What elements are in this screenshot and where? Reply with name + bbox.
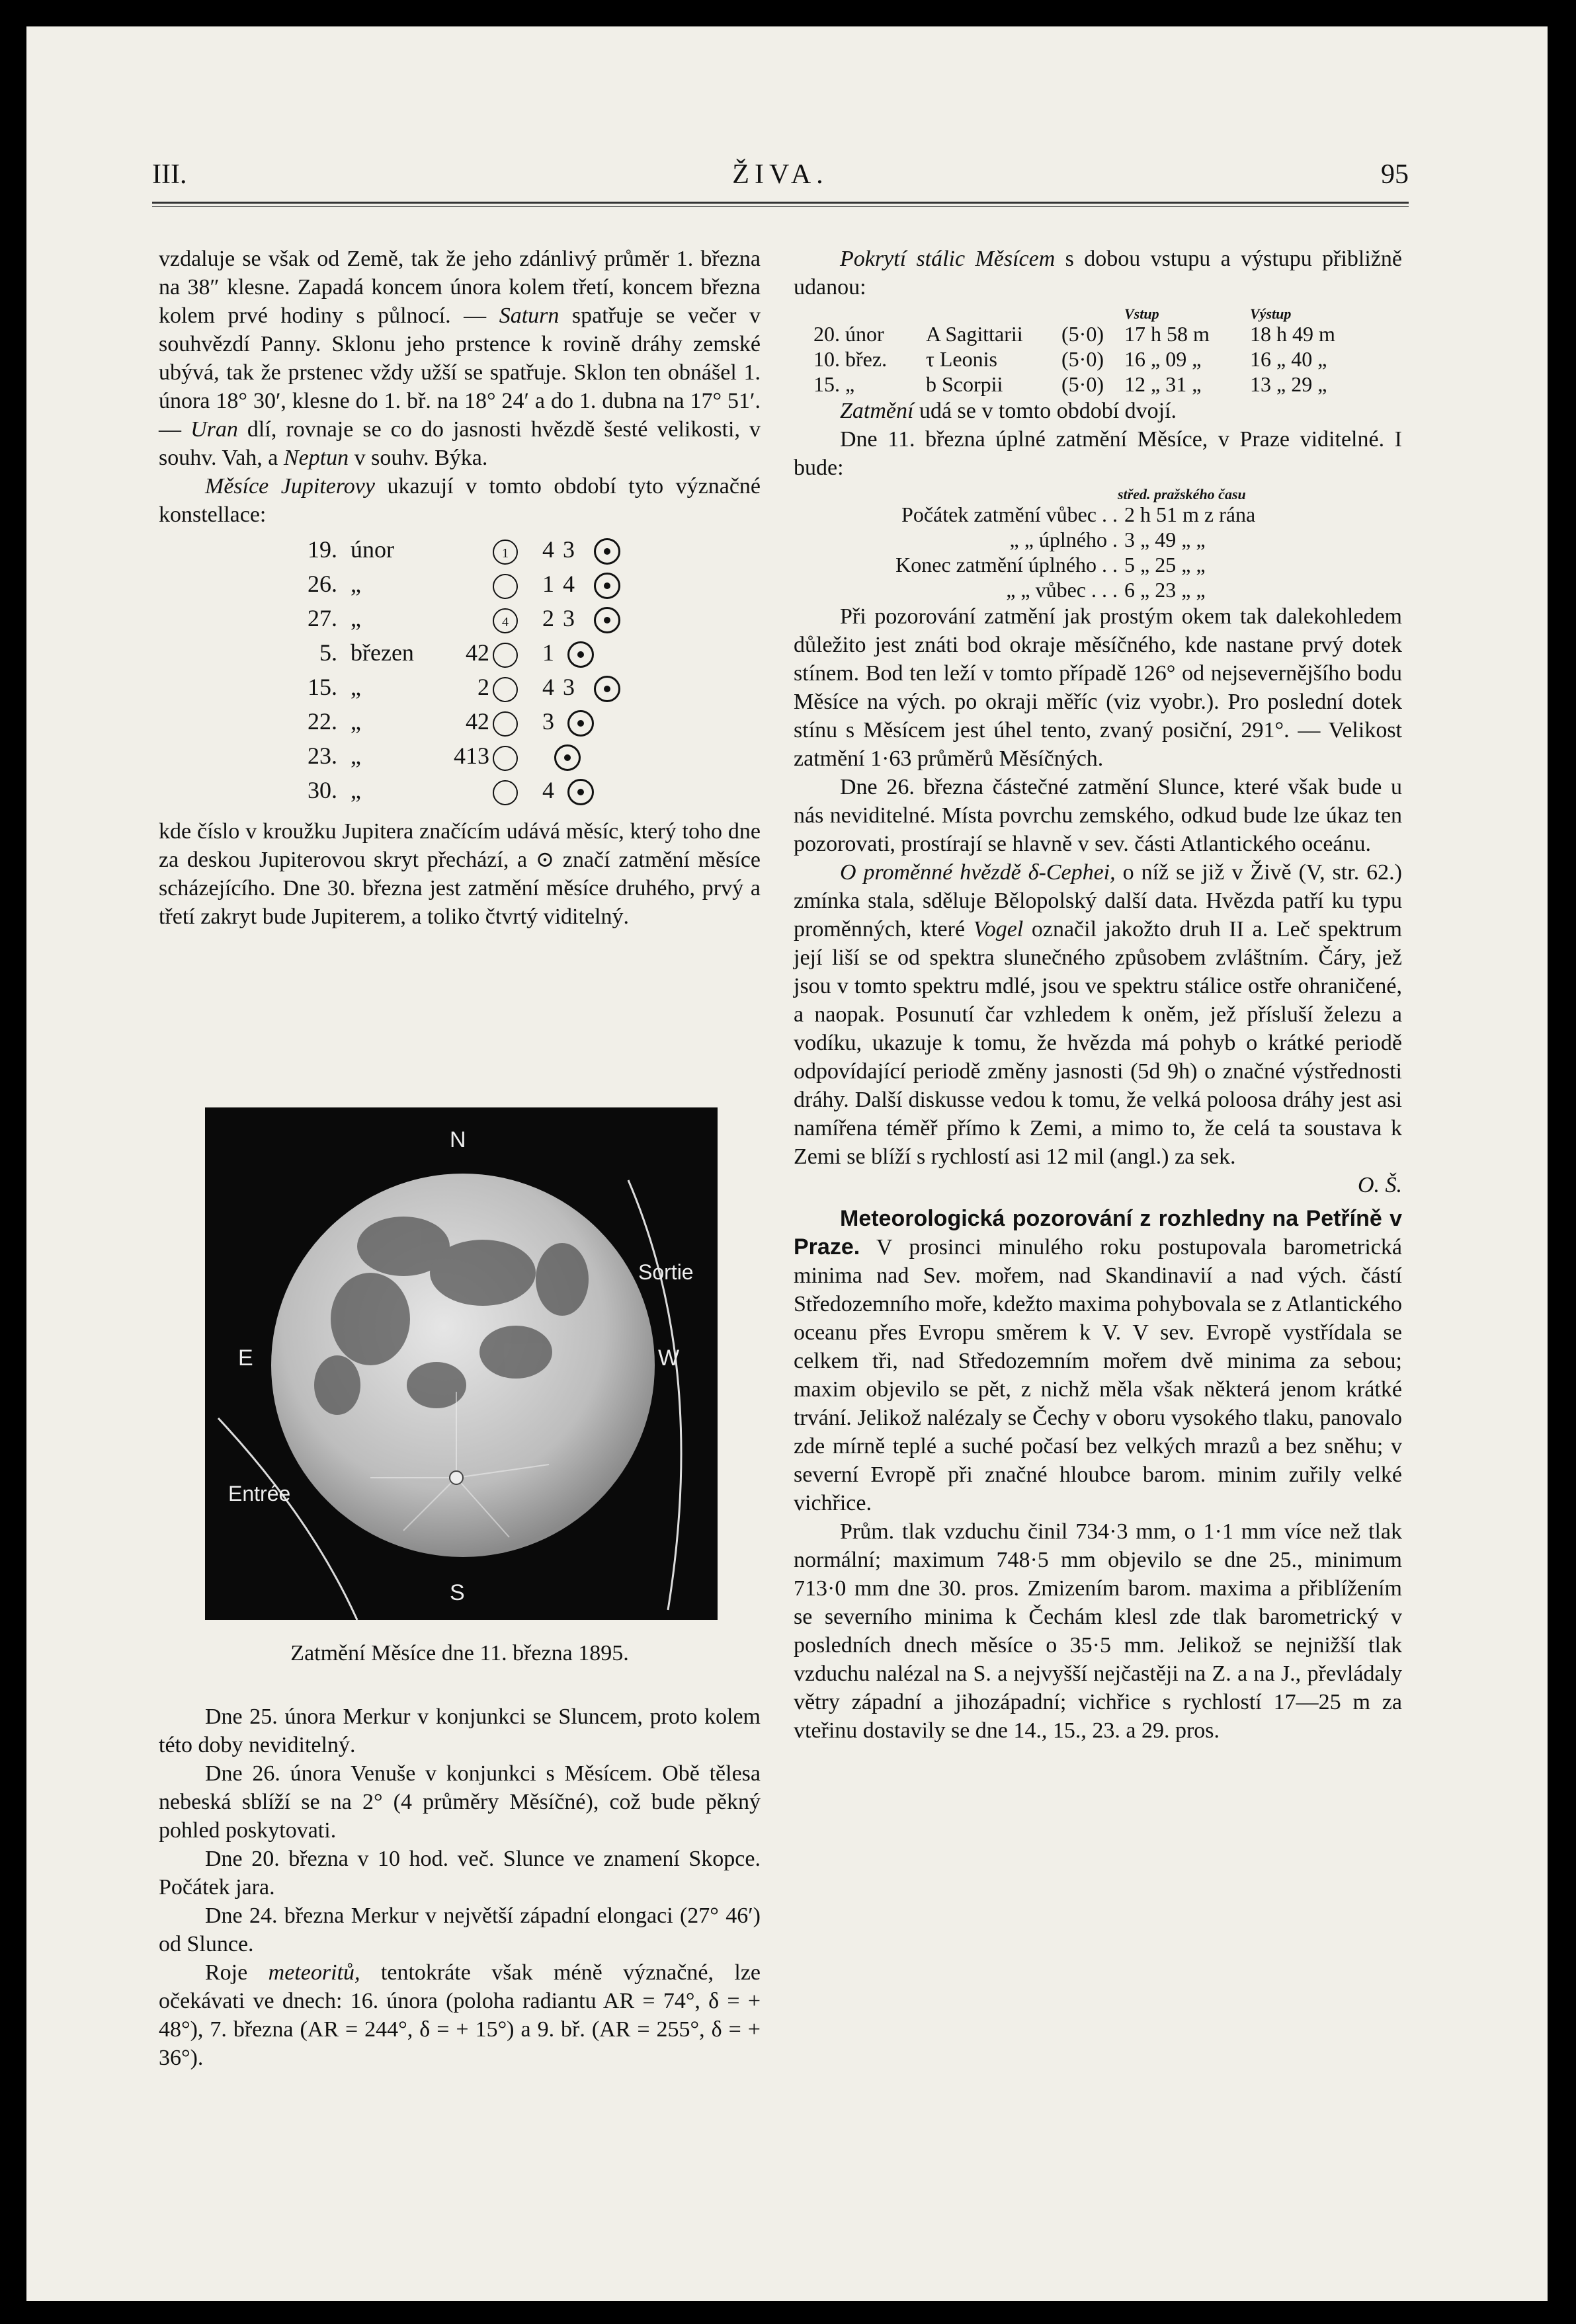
paragraph-jupiter-moons: Měsíce Jupiterovy ukazují v tomto období tyto význačné konstellace: xyxy=(159,474,761,527)
jupiter-disk-icon: 1 xyxy=(493,540,518,565)
moons-right: 4 xyxy=(542,777,556,803)
journal-title: ŽIVA. xyxy=(732,159,829,190)
jupiter-day: 15. xyxy=(308,674,337,700)
jupiter-disk-icon xyxy=(493,643,518,668)
paragraph-planets: vzdaluje se však od Země, tak že jeho zdánlivý průměr 1. března na 38″ klesne. Zapadá koncem února kolem třetí, koncem března kolem prvé hodiny s půlnocí. — Saturn spatřuje se večer v souhvězdí Panny. Sklonu jeho prstence k rovině dráhy zemské ubývá, tak že prstenec vždy užší se spatřuje. Sklon ten obnášel 1. února 18° 30′, klesne do 1. bř. na 18° 24′ a do 1. dubna na 17° 51′. — Uran dlí, rovnaje se co do jasnosti hvězdě šesté velikosti, v souhv. Vah, a Neptun v souhv. Býka. xyxy=(159,247,761,470)
moon-eclipse-icon xyxy=(594,538,620,565)
jupiter-month: „ xyxy=(351,708,361,735)
left-column xyxy=(159,245,761,931)
entry-header: Vstup xyxy=(1124,305,1159,322)
moons-left: 42 xyxy=(466,708,489,735)
jupiter-disk-icon: 4 xyxy=(493,608,518,633)
paragraph-delta-cephei: O proměnné hvězdě δ-Cephei, o níž se již v Živě (V, str. 62.) zmínka stala, sděluje Bělopolský další data. Hvězda patří ku typu proměnných, které Vogel označil jakožto druh II a. Leč spektrum její liší se od spektra slunečného způsobem zvláštním. Čáry, jež jsou v tomto spektru mdlé, jsou ve spektru stálice ostře ohraničené, a naopak. Posunutí čar vzhledem k oněm, jež přísluší železu a vodíku, ukazuje k tomu, že hvězda má pohyb o krátké periodě odpovídající periodě změny jasnosti (5d 9h) o značné výstřednosti dráhy. Další diskusse vedou k tomu, že velká poloosa dráhy jest asi namířena téměř přímo k Zemi, a mimo to, že celá ta soustava k Zemi se blíží s rychlostí asi 12 mil (angl.) za sek. xyxy=(794,860,1402,1169)
jupiter-row xyxy=(159,707,761,742)
occ-date: 20. únor xyxy=(813,322,884,346)
occ-entry: 16 „ 09 „ xyxy=(1124,347,1202,371)
occ-exit: 16 „ 40 „ xyxy=(1250,347,1327,371)
eclipse-phase: „ „ vůbec . . . xyxy=(1006,578,1118,602)
moons-left: 2 xyxy=(477,674,489,700)
left-column-lower xyxy=(159,1703,761,2072)
jupiter-day: 19. xyxy=(308,536,337,563)
saturn-term: Saturn xyxy=(499,303,560,328)
uran-term: Uran xyxy=(190,417,238,442)
paragraph-eclipse-count: Zatmění udá se v tomto období dvojí. xyxy=(840,399,1177,423)
moons-right: 3 xyxy=(542,708,556,735)
eclipse-row xyxy=(794,577,1402,602)
moon-eclipse-icon xyxy=(594,607,620,633)
eclipse-row xyxy=(794,527,1402,552)
eclipse-time: 6 „ 23 „ „ xyxy=(1124,578,1206,602)
moon-eclipse-icon xyxy=(567,710,594,737)
jupiter-disk-icon xyxy=(493,574,518,599)
occ-exit: 18 h 49 m xyxy=(1250,322,1335,346)
jupiter-row xyxy=(159,673,761,707)
occ-star: A Sagittarii xyxy=(926,322,1023,346)
occultation-row xyxy=(794,372,1402,397)
page-header xyxy=(152,159,1409,205)
west-label: W xyxy=(658,1345,680,1371)
jupiter-row xyxy=(159,776,761,811)
occ-mag: (5·0) xyxy=(1061,322,1104,346)
jupiter-row xyxy=(159,604,761,639)
occ-mag: (5·0) xyxy=(1061,347,1104,371)
moon-eclipse-icon xyxy=(567,641,594,668)
sortie-label: Sortie xyxy=(638,1260,694,1284)
jupiter-day: 22. xyxy=(308,708,337,735)
moons-right: 1 xyxy=(542,639,556,666)
occ-mag: (5·0) xyxy=(1061,372,1104,396)
occultation-row xyxy=(794,321,1402,346)
jupiter-month: únor xyxy=(351,536,394,563)
jupiter-day: 23. xyxy=(308,742,337,769)
occultation-row xyxy=(794,346,1402,372)
jupiter-day: 27. xyxy=(308,605,337,631)
meteorology-heading: Meteorologická pozorování z rozhledny na Petříně v Praze. xyxy=(794,1206,1402,1260)
jupiter-month: březen xyxy=(351,639,414,666)
paragraph-meteorology: Meteorologická pozorování z rozhledny na Petříně v Praze. V prosinci minulého roku postupovala barometrická minima nad Sev. mořem, nad Skandinavií a nad vých. částí Středozemního moře, kdežto maxima pohybovala se z Atlantického oceanu přes Evropu směrem k V. V sev. Evropě vystřídala se celkem tři, nad Středozemním mořem dvě minima za sebou; maxim objevilo se pět, z nichž měla však některá jenom krátké trvání. Jelikož nalézaly se Čechy v oboru vysokého tlaku, panovalo zde mírně teplé a suché počasí bez velkých mrazů a bez sněhu; v severní Evropě při značné hloubce barom. minim zuřily velké vichřice. xyxy=(794,1206,1402,1515)
volume-number: III. xyxy=(152,159,187,190)
jupiter-row xyxy=(159,639,761,673)
paragraph-venuse: Dne 26. února Venuše v konjunkci s Měsícem. Obě tělesa nebeská sblíží se na 2° (4 průměry Měsíčné), což bude pěkný pohled poskytovati. xyxy=(159,1761,761,1843)
eclipse-row xyxy=(794,502,1402,527)
moon-eclipse-icon xyxy=(594,573,620,599)
paragraph-occultations: Pokrytí stálic Měsícem s dobou vstupu a výstupu přibližně udanou: xyxy=(794,247,1403,300)
south-label: S xyxy=(450,1580,465,1605)
author-signature: O. Š. xyxy=(1357,1173,1402,1197)
right-column xyxy=(794,245,1402,1745)
moons-left: 413 xyxy=(454,742,489,769)
east-label: E xyxy=(238,1345,253,1371)
moon-eclipse-icon xyxy=(554,744,581,771)
figure-caption: Zatmění Měsíce dne 11. března 1895. xyxy=(290,1641,629,1665)
paragraph-jaro: Dne 20. března v 10 hod. več. Slunce ve znamení Skopce. Počátek jara. xyxy=(159,1847,761,1900)
eclipse-phase: Počátek zatmění vůbec . . xyxy=(901,502,1118,526)
paragraph-meteority: Roje meteoritů, tentokráte však méně význačné, lze očekávati ve dnech: 16. února (poloha radiantu AR = 74°, δ = + 48°), 7. března (AR = 244°, δ = + 15°) a 9. bř. (AR = 255°, δ = + 36°). xyxy=(159,1960,761,2070)
entree-label: Entrée xyxy=(228,1482,291,1505)
moon-diagram xyxy=(205,1107,718,1620)
occ-entry: 12 „ 31 „ xyxy=(1124,372,1202,396)
jupiter-disk-icon xyxy=(493,677,518,702)
jupiter-row xyxy=(159,570,761,604)
paragraph-first-contact: Při pozorování zatmění jak prostým okem tak dalekohledem důležito jest znáti bod okraje měsíčného, kde nastane prvý dotek stínem. Bod ten leží v tomto případě 126° od nejsevernějšího bodu Měsíce na vých. po okraji měříc (viz vyobr.). Pro poslední dotek stínu s Měsícem jest úhel tento, zvaný posiční, 291°. — Velikost zatmění 1·63 průměrů Měsíčných. xyxy=(794,604,1402,771)
jupiter-month: „ xyxy=(351,605,361,631)
paragraph-jupiter-explanation: kde číslo v kroužku Jupitera značícím udává měsíc, který toho dne za deskou Jupiterovou skryt přechází, a ⊙ značí zatmění měsíce scházejícího. Dne 30. března jest zatmění měsíce druhého, prvý a třetí zakryt bude Jupiterem, a toliko čtvrtý viditelný. xyxy=(159,819,761,929)
moons-right: 1 4 xyxy=(542,571,576,597)
occultation-table xyxy=(794,301,1402,397)
moons-right: 2 3 xyxy=(542,605,576,631)
occ-star: τ Leonis xyxy=(926,347,997,371)
jupiter-month: „ xyxy=(351,777,361,803)
prague-time-header: střed. pražského času xyxy=(1118,486,1246,502)
jupiter-day: 5. xyxy=(319,639,337,666)
neptun-term: Neptun xyxy=(283,446,349,470)
moons-right: 4 3 xyxy=(542,536,576,563)
header-rule xyxy=(152,202,1409,204)
eclipse-phase: „ „ úplného . xyxy=(1009,528,1118,551)
north-label: N xyxy=(450,1127,466,1152)
eclipse-time: 5 „ 25 „ „ xyxy=(1124,553,1206,577)
eclipse-time: 3 „ 49 „ „ xyxy=(1124,528,1206,551)
jupiter-row xyxy=(159,742,761,776)
moons-right: 4 3 xyxy=(542,674,576,700)
paragraph-pressure: Prům. tlak vzduchu činil 734·3 mm, o 1·1 mm více než tlak normální; maximum 748·5 mm objevilo se dne 25., minimum 713·0 mm dne 30. pros. Zmizením barom. maxima a přiblížením se severního minima k Čechám klesl zde tlak barometrický v posledních dnech měsíce o 35·5 mm. Jelikož se nejnižší tlak vzduchu nalézal na S. a nejvyšší nejčastěji na Z. a na J., převládaly větry západní a jihozápadní; vichřice s rychlostí 17—25 m za vteřinu dostavily se dne 14., 15., 23. a 29. pros. xyxy=(794,1519,1402,1743)
moon-eclipse-figure xyxy=(205,1107,718,1620)
jupiter-constellation-table xyxy=(159,536,761,811)
paragraph-moon-eclipse: Dne 11. března úplné zatmění Měsíce, v Praze viditelné. I bude: xyxy=(794,427,1402,480)
eclipse-time: 2 h 51 m z rána xyxy=(1124,502,1256,526)
jupiter-disk-icon xyxy=(493,711,518,737)
jupiter-disk-icon xyxy=(493,746,518,771)
jupiter-day: 26. xyxy=(308,571,337,597)
tycho-crater xyxy=(450,1471,463,1484)
paragraph-sun-eclipse: Dne 26. března částečné zatmění Slunce, které však bude u nás neviditelné. Místa povrchu zemského, odkud bude lze úkaz ten pozorovati, prostírají se hlavně v sev. části Atlantického oceánu. xyxy=(794,775,1402,856)
occ-star: b Scorpii xyxy=(926,372,1003,396)
page-number: 95 xyxy=(1381,159,1409,190)
occ-date: 10. břez. xyxy=(813,347,888,371)
jupiter-disk-icon xyxy=(493,780,518,805)
moon-eclipse-icon xyxy=(567,779,594,805)
occ-entry: 17 h 58 m xyxy=(1124,322,1210,346)
eclipse-phase: Konec zatmění úplného . . xyxy=(895,553,1118,577)
exit-header: Výstup xyxy=(1250,305,1292,322)
eclipse-row xyxy=(794,552,1402,577)
jupiter-month: „ xyxy=(351,742,361,769)
moons-left: 42 xyxy=(466,639,489,666)
paragraph-merkur: Dne 25. února Merkur v konjunkci se Sluncem, proto kolem této doby neviditelný. xyxy=(159,1704,761,1757)
moon-eclipse-icon xyxy=(594,676,620,702)
jupiter-month: „ xyxy=(351,571,361,597)
paragraph-elongace: Dne 24. března Merkur v největší západní elongaci (27° 46′) od Slunce. xyxy=(159,1903,761,1956)
eclipse-times-table xyxy=(794,482,1402,602)
jupiter-row xyxy=(159,536,761,570)
jupiter-day: 30. xyxy=(308,777,337,803)
jupiter-month: „ xyxy=(351,674,361,700)
header-rule-thin xyxy=(152,206,1409,207)
occ-exit: 13 „ 29 „ xyxy=(1250,372,1327,396)
occ-date: 15. „ xyxy=(813,372,855,396)
